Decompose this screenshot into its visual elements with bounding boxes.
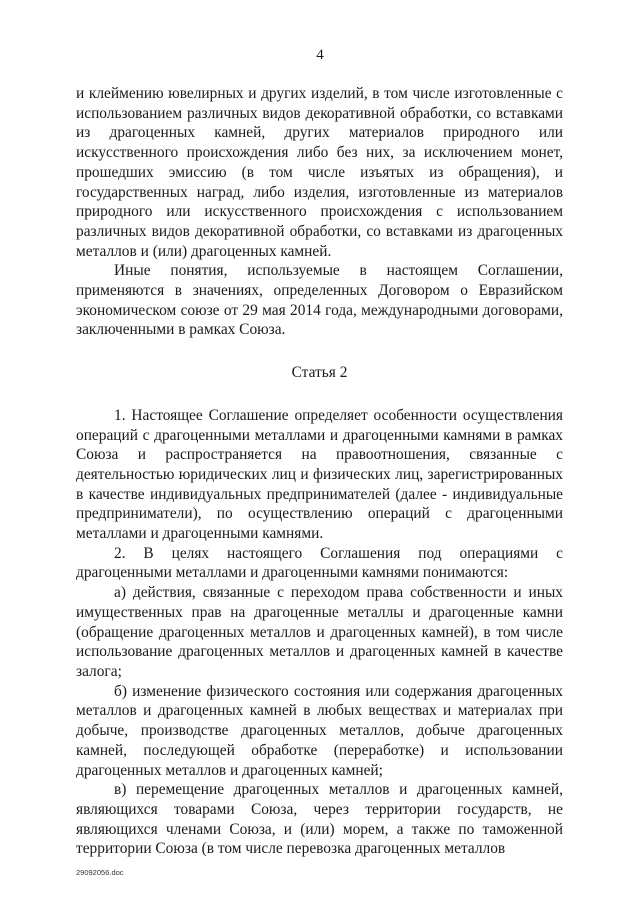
article-paragraph: а) действия, связанные с переходом права собственности и иных имущественных прав на драгоценные металлы и драгоценные камни (обращение драгоценных металлов и драгоценных камней), в том числе использование драгоценных металлов и драгоценных камней в качестве залога; [76, 584, 563, 680]
page-number: 4 [316, 47, 324, 63]
file-name-footer: 29092056.doc [76, 868, 124, 877]
article-paragraph: 2. В целях настоящего Соглашения под операциями с драгоценными металлами и драгоценными камнями понимаются: [76, 544, 563, 582]
paragraph: Иные понятия, используемые в настоящем Соглашении, применяются в значениях, определенных Договором о Евразийском экономическом союзе от 29 мая 2014 года, международными договорами, заключенными в рамках Союза. [76, 262, 563, 339]
document-body [76, 84, 563, 859]
article-paragraph: в) перемещение драгоценных металлов и драгоценных камней, являющихся товарами Союза, через территории государств, не являющихся членами Союза, и (или) морем, а также по таможенной территории Союза (в том числе перевозка драгоценных металлов [76, 781, 563, 858]
article-paragraph: 1. Настоящее Соглашение определяет особенности осуществления операций с драгоценными металлами и драгоценными камнями в рамках Союза и распространяется на правоотношения, связанные с деятельностью юридических лиц и физических лиц, зарегистрированных в качестве индивидуальных предпринимателей (далее - индивидуальные предприниматели), по осуществлению операций с драгоценными металлами и драгоценными камнями. [76, 406, 563, 543]
article-paragraph: б) изменение физического состояния или содержания драгоценных металлов и драгоценных камней в любых веществах и материалах при добыче, производстве драгоценных металлов, добыче драгоценных камней, последующей обработке (переработке) и использовании драгоценных металлов и драгоценных камней; [76, 682, 563, 779]
article-heading: Статья 2 [291, 364, 348, 382]
paragraph: и клеймению ювелирных и других изделий, в том числе изготовленные с использованием различных видов декоративной обработки, со вставками из драгоценных камней, других материалов природного или искусственного происхождения либо без них, за исключением монет, прошедших эмиссию (в том числе изъятых из обращения), и государственных наград, либо изделия, изготовленные из материалов природного или искусственного происхождения с использованием различных видов декоративной обработки, со вставками из драгоценных металлов и (или) драгоценных камней. [76, 85, 563, 260]
